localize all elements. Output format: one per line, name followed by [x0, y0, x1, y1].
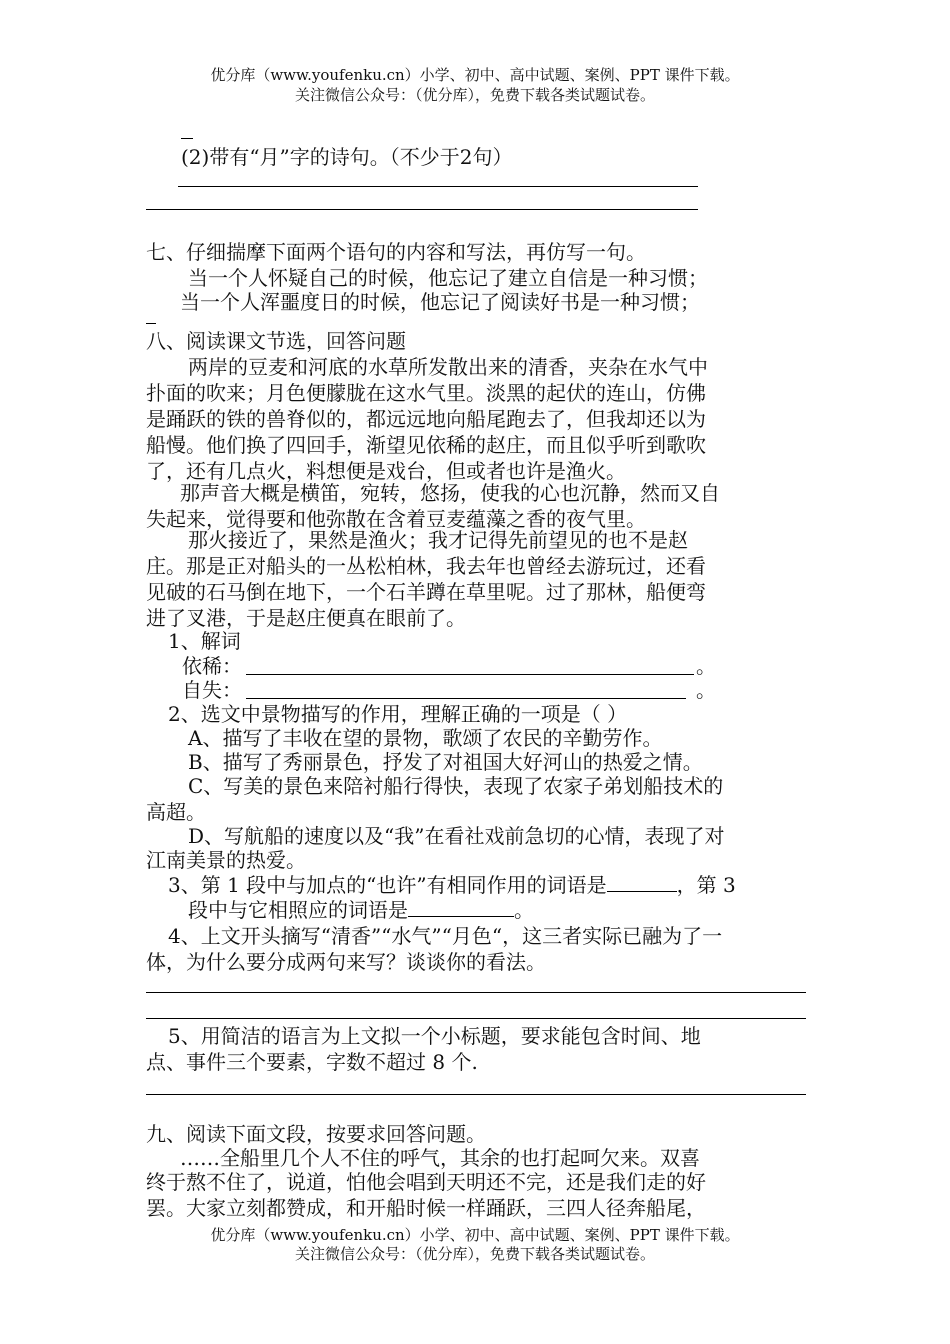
q8-q5-line-2: 点、事件三个要素，字数不超过 8 个. — [146, 1050, 478, 1074]
footer-line-2: 关注微信公众号：（优分库），免费下载各类试题试卷。 — [294, 1245, 655, 1263]
q8-passage-line: 庄。那是正对船头的一丛松柏林，我去年也曾经去游玩过，还看 — [146, 554, 706, 578]
period: 。 — [514, 898, 534, 922]
q8-q3-line-2 — [188, 898, 534, 922]
q8-q2-option-c-cont: 高超。 — [146, 800, 206, 824]
q8-q1-title: 1、解词 — [168, 629, 241, 653]
q8-passage-line: 了，还有几点火，料想便是戏台，但或者也许是渔火。 — [146, 459, 626, 483]
q8-q3-line-1 — [168, 873, 736, 897]
q8-passage-line: 那声音大概是横笛，宛转，悠扬，使我的心也沉静，然而又自 — [180, 481, 720, 505]
q7-sentence-2: 当一个人浑噩度日的时候，他忘记了阅读好书是一种习惯； — [180, 290, 700, 314]
answer-line[interactable] — [246, 674, 694, 675]
header-line-2: 关注微信公众号：（优分库），免费下载各类试题试卷。 — [294, 86, 655, 104]
q8-q2-option-d-cont: 江南美景的热爱。 — [146, 848, 306, 872]
q8-q2-option-d: D、写航船的速度以及“我”在看社戏前急切的心情，表现了对 — [188, 824, 725, 848]
q8-q2-title: 2、选文中景物描写的作用，理解正确的一项是（ ） — [168, 702, 628, 726]
q7-title: 七、仔细揣摩下面两个语句的内容和写法，再仿写一句。 — [146, 240, 646, 264]
answer-line[interactable] — [146, 1094, 806, 1095]
q8-passage-line: 进了叉港，于是赵庄便真在眼前了。 — [146, 606, 466, 630]
q8-passage-line: 船慢。他们换了四回手，渐望见依稀的赵庄，而且似乎听到歌吹 — [146, 433, 706, 457]
answer-line[interactable] — [146, 1018, 806, 1019]
period: 。 — [696, 654, 716, 678]
q9-passage-line: 终于熬不住了，说道，怕他会唱到天明还不完，还是我们走的好 — [146, 1170, 706, 1194]
q8-passage-line: 失起来，觉得要和他弥散在含着豆麦蕴藻之香的夜气里。 — [146, 507, 646, 531]
header-line-1: 优分库（www.youfenku.cn）小学、初中、高中试题、案例、PPT 课件下载。 — [210, 66, 740, 84]
q8-passage-line: 扑面的吹来；月色便朦胧在这水气里。淡黑的起伏的连山，仿佛 — [146, 381, 706, 405]
q6-sub2: (2)带有“月”字的诗句。（不少于2句） — [181, 145, 513, 169]
q8-q5-line-1: 5、用简洁的语言为上文拟一个小标题，要求能包含时间、地 — [168, 1024, 701, 1048]
q8-q2-option-b: B、描写了秀丽景色，抒发了对祖国大好河山的热爱之情。 — [188, 750, 703, 774]
q8-q4-line-1: 4、上文开头摘写“清香”“水气”“月色“，这三者实际已融为了一 — [168, 924, 723, 948]
answer-line[interactable] — [146, 209, 698, 210]
q8-q2-option-a: A、描写了丰收在望的景物，歌颂了农民的辛勤劳作。 — [188, 726, 663, 750]
answer-blank[interactable] — [408, 898, 514, 917]
mark-dash — [146, 323, 156, 324]
q7-sentence-1: 当一个人怀疑自己的时候，他忘记了建立自信是一种习惯； — [188, 266, 708, 290]
q9-passage-line: 罢。大家立刻都赞成，和开船时候一样踊跃，三四人径奔船尾， — [146, 1196, 706, 1220]
q8-passage-line: 两岸的豆麦和河底的水草所发散出来的清香，夹杂在水气中 — [188, 355, 708, 379]
q8-q3-text-a: 3、第 1 段中与加点的“也许”有相同作用的词语是 — [168, 873, 607, 897]
answer-blank[interactable] — [607, 873, 677, 892]
answer-line[interactable] — [178, 186, 698, 187]
q8-title: 八、阅读课文节选，回答问题 — [146, 329, 406, 353]
q9-title: 九、阅读下面文段，按要求回答问题。 — [146, 1122, 486, 1146]
q8-passage-line: 那火接近了，果然是渔火；我才记得先前望见的也不是赵 — [188, 528, 688, 552]
q9-passage-line: ……全船里几个人不住的呼气，其余的也打起呵欠来。双喜 — [180, 1146, 700, 1170]
q8-q3-text-b: ，第 3 — [676, 873, 736, 897]
footer-line-1: 优分库（www.youfenku.cn）小学、初中、高中试题、案例、PPT 课件下载。 — [210, 1226, 740, 1244]
q8-q1-word-2: 自失： — [182, 678, 242, 702]
q8-q4-line-2: 体，为什么要分成两句来写？谈谈你的看法。 — [146, 950, 546, 974]
q8-passage-line: 是踊跃的铁的兽脊似的，都远远地向船尾跑去了，但我却还以为 — [146, 407, 706, 431]
q8-q2-option-c: C、写美的景色来陪衬船行得快，表现了农家子弟划船技术的 — [188, 774, 724, 798]
answer-line[interactable] — [246, 698, 686, 699]
period: 。 — [696, 678, 716, 702]
q8-q3-text-c: 段中与它相照应的词语是 — [188, 898, 408, 922]
q8-passage-line: 见破的石马倒在地下，一个石羊蹲在草里呢。过了那林，船便弯 — [146, 580, 706, 604]
answer-line[interactable] — [146, 992, 806, 993]
q8-q1-word-1: 依稀： — [182, 654, 242, 678]
mark-dash — [181, 138, 193, 139]
